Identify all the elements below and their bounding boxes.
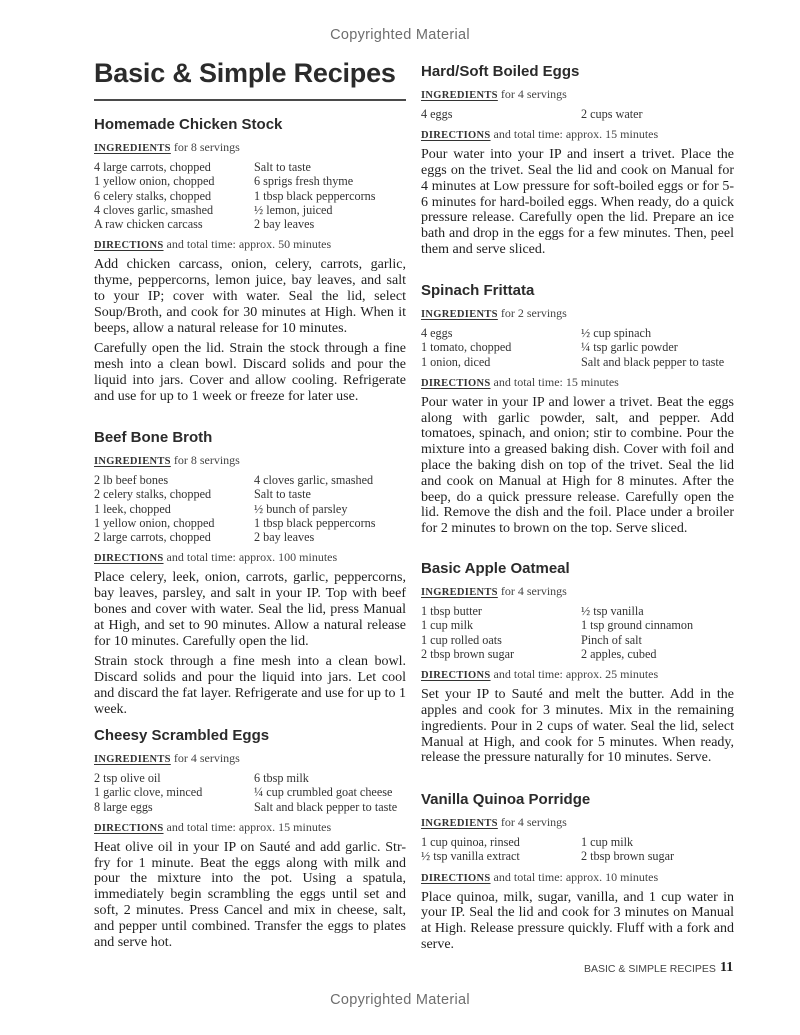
ingredients-list (94, 771, 406, 814)
recipe-vanilla-quinoa-porridge (421, 791, 734, 958)
ingredient-item: ½ tsp vanilla (581, 604, 644, 618)
ingredients-list (421, 835, 734, 864)
ingredient-item: 2 tbsp brown sugar (421, 646, 515, 661)
total-time-text: and total time: approx. 25 minutes (493, 667, 659, 682)
ingredients-label: INGREDIENTS (94, 456, 171, 467)
recipe-title: Homemade Chicken Stock (94, 116, 283, 133)
ingredient-item: 1 yellow onion, chopped (94, 515, 215, 530)
ingredient-item: 2 tbsp brown sugar (581, 849, 675, 864)
ingredient-item: 1 tbsp butter (421, 604, 482, 618)
total-time-text: and total time: 15 minutes (493, 374, 619, 389)
ingredients-header (421, 87, 734, 103)
directions-header (421, 870, 734, 886)
ingredient-item: Salt to taste (254, 160, 311, 174)
recipe-title: Cheesy Scrambled Eggs (94, 727, 270, 744)
ingredient-item: ¼ cup crumbled goat cheese (254, 785, 393, 800)
directions-label: DIRECTIONS (421, 670, 491, 682)
ingredients-header (94, 140, 406, 156)
ingredient-item: 2 apples, cubed (581, 646, 657, 661)
servings-text: for 8 servings (173, 140, 240, 154)
page-title: Basic & Simple Recipes (94, 58, 396, 88)
directions-paragraph: Set your IP to Sauté and melt the butter. Add in the apples and cook for 3 minutes. Mix in the remaining ingredients. Pour in 2 cups of water. Seal the lid, select Manual at High, and cook for 5 minutes. When ready, release the pressure naturally for 10 minutes. Serve. (421, 687, 734, 766)
directions-paragraph: Strain stock through a fine mesh into a clean bowl. Discard solids and pour the liquid into jars. Let cool and discard the fat layer. Refrigerate and use for up to 1 week. (94, 654, 406, 717)
ingredient-item: 2 celery stalks, chopped (94, 487, 212, 502)
ingredients-list (421, 326, 734, 369)
total-time-text: and total time: approx. 50 minutes (166, 237, 332, 252)
ingredient-item: ½ cup spinach (581, 326, 652, 340)
ingredient-item: 4 cloves garlic, smashed (254, 473, 374, 487)
recipe-cheesy-scrambled-eggs (94, 727, 406, 955)
ingredients-header (94, 751, 406, 767)
directions-paragraph: Pour water in your IP and lower a trivet. Beat the eggs along with garlic powder, salt, and pepper. Add tomatoes, spinach, and onion; stir to combine. Pour the mixture into a greased baking dish. Cover with foil and place the baking dish on top of the trivet. Seal the lid and cook on Manual at High for 8 minutes. After the beep, do a quick pressure release. Carefully open the lid. Remove the dish and the foil. Place under a broiler for 2 minutes to brown on the top. Serve sliced. (421, 394, 734, 537)
servings-text: for 4 servings (173, 751, 240, 765)
total-time-text: and total time: approx. 15 minutes (166, 819, 332, 834)
recipe-title: Beef Bone Broth (94, 429, 213, 446)
directions-header (421, 127, 734, 143)
running-head: BASIC & SIMPLE RECIPES (584, 963, 716, 975)
ingredient-item: 1 tbsp black peppercorns (254, 188, 376, 203)
directions-paragraph: Pour water into your IP and insert a trivet. Place the eggs on the trivet. Seal the lid and cook on Manual for 4 minutes at Low pressure for soft-boiled eggs or for 5-6 minutes for hard-boiled eggs. When ready, do a quick pressure release. Carefully open the lid. Prepare an ice bath and drop in the eggs for a few minutes. Then, peel them and serve sliced. (421, 147, 734, 258)
ingredient-item: 1 tomato, chopped (421, 340, 512, 355)
directions-label: DIRECTIONS (421, 377, 491, 389)
ingredient-item: 4 eggs (421, 107, 453, 121)
ingredient-item: 6 celery stalks, chopped (94, 188, 212, 203)
total-time-text: and total time: approx. 100 minutes (166, 550, 338, 565)
ingredients-header (421, 306, 734, 322)
ingredient-item: 2 bay leaves (254, 530, 315, 545)
ingredient-item: 8 large eggs (94, 799, 153, 814)
ingredient-item: 1 yellow onion, chopped (94, 174, 215, 189)
ingredients-header (421, 815, 734, 831)
recipe-spinach-frittata (421, 282, 734, 542)
ingredient-item: 2 cups water (581, 107, 643, 121)
ingredients-header (94, 453, 406, 469)
directions-label: DIRECTIONS (94, 553, 164, 565)
directions-header (94, 237, 406, 253)
ingredient-item: 1 garlic clove, minced (94, 785, 203, 800)
ingredient-item: 1 cup milk (581, 835, 634, 849)
ingredients-list (94, 473, 406, 544)
ingredient-item: 1 cup milk (421, 618, 474, 633)
ingredient-item: 6 tbsp milk (254, 771, 309, 785)
ingredient-item: Salt to taste (254, 487, 311, 502)
ingredients-label: INGREDIENTS (94, 143, 171, 154)
ingredients-list (421, 107, 734, 121)
recipe-title: Spinach Frittata (421, 282, 535, 299)
directions-label: DIRECTIONS (421, 872, 491, 884)
directions-header (421, 667, 734, 683)
servings-text: for 8 servings (173, 453, 240, 467)
servings-text: for 4 servings (500, 87, 567, 101)
servings-text: for 4 servings (500, 815, 567, 829)
copyright-watermark-bottom: Copyrighted Material (330, 992, 470, 1008)
page-number: 11 (720, 960, 734, 975)
directions-header (94, 820, 406, 836)
copyright-watermark-top: Copyrighted Material (330, 27, 470, 43)
ingredient-item: 6 sprigs fresh thyme (254, 174, 354, 189)
ingredient-item: 4 eggs (421, 326, 453, 340)
ingredients-label: INGREDIENTS (421, 309, 498, 320)
ingredient-item: Pinch of salt (581, 632, 642, 647)
directions-label: DIRECTIONS (94, 240, 164, 252)
ingredients-label: INGREDIENTS (94, 754, 171, 765)
directions-header (94, 550, 406, 566)
ingredients-label: INGREDIENTS (421, 818, 498, 829)
directions-label: DIRECTIONS (421, 130, 491, 142)
directions-paragraph: Carefully open the lid. Strain the stock through a fine mesh into a clean bowl. Discard solids and pour the liquid into jars. Cover and allow cooling. Refrigerate and use for up to 1 week or freeze for later use. (94, 341, 406, 404)
recipe-title: Basic Apple Oatmeal (421, 560, 570, 577)
total-time-text: and total time: approx. 15 minutes (493, 127, 659, 142)
directions-header (421, 375, 734, 391)
ingredient-item: 4 large carrots, chopped (94, 160, 211, 174)
ingredients-label: INGREDIENTS (421, 587, 498, 598)
recipe-basic-apple-oatmeal (421, 560, 734, 771)
recipe-chicken-stock (94, 116, 406, 410)
recipe-beef-bone-broth (94, 429, 406, 723)
ingredient-item: Salt and black pepper to taste (581, 354, 725, 369)
ingredient-item: Salt and black pepper to taste (254, 799, 398, 814)
ingredients-list (94, 160, 406, 231)
ingredients-label: INGREDIENTS (421, 90, 498, 101)
directions-paragraph: Heat olive oil in your IP on Sauté and add garlic. Str-fry for 1 minute. Beat the eggs along with milk and pour the mixture into the pot. Using a spatula, immediately begin scrambling the eggs until set and soft, 2 minutes. Press Cancel and mix in cheese, salt, and pepper until combined. Transfer the eggs to plates and serve hot. (94, 839, 406, 950)
title-rule (94, 99, 406, 101)
recipe-title: Vanilla Quinoa Porridge (421, 791, 591, 808)
ingredient-item: 2 large carrots, chopped (94, 530, 211, 545)
ingredient-item: 1 onion, diced (421, 354, 491, 369)
servings-text: for 4 servings (500, 584, 567, 598)
ingredient-item: 1 leek, chopped (94, 501, 171, 516)
ingredient-item: ½ lemon, juiced (254, 202, 333, 217)
recipe-title: Hard/Soft Boiled Eggs (421, 63, 580, 80)
total-time-text: and total time: approx. 10 minutes (493, 869, 659, 884)
ingredient-item: 2 tsp olive oil (94, 771, 161, 785)
directions-paragraph: Place celery, leek, onion, carrots, garlic, peppercorns, bay leaves, parsley, and salt in your IP. Top with beef bones and cover with water. Seal the lid, press Manual at High, and set to 90 minutes. Allow a natural release for 10 minutes. Carefully open the lid. (94, 570, 406, 649)
ingredient-item: ½ tsp vanilla extract (421, 849, 520, 864)
ingredient-item: 1 tbsp black peppercorns (254, 515, 376, 530)
servings-text: for 2 servings (500, 306, 567, 320)
ingredients-header (421, 584, 734, 600)
ingredient-item: 2 lb beef bones (94, 473, 169, 487)
ingredient-item: ½ bunch of parsley (254, 501, 348, 516)
ingredient-item: 1 tsp ground cinnamon (581, 618, 694, 633)
directions-paragraph: Add chicken carcass, onion, celery, carrots, garlic, thyme, peppercorns, lemon juice, bay leaves, and salt to your IP; cover with water. Seal the lid, select Soup/Broth, and cook for 30 minutes at High. When it beeps, allow a natural release for 10 minutes. (94, 257, 406, 336)
directions-paragraph: Place quinoa, milk, sugar, vanilla, and 1 cup water in your IP. Seal the lid and cook for 3 minutes on Manual at High. Release pressure quickly. Fluff with a fork and serve. (421, 889, 734, 952)
ingredients-list (421, 604, 734, 661)
ingredient-item: ¼ tsp garlic powder (581, 340, 678, 355)
ingredient-item: 2 bay leaves (254, 217, 315, 232)
directions-label: DIRECTIONS (94, 822, 164, 834)
recipe-hard-soft-boiled-eggs (421, 63, 734, 263)
ingredient-item: A raw chicken carcass (94, 217, 203, 232)
ingredient-item: 4 cloves garlic, smashed (94, 202, 214, 217)
ingredient-item: 1 cup rolled oats (421, 632, 502, 647)
ingredient-item: 1 cup quinoa, rinsed (421, 835, 520, 849)
